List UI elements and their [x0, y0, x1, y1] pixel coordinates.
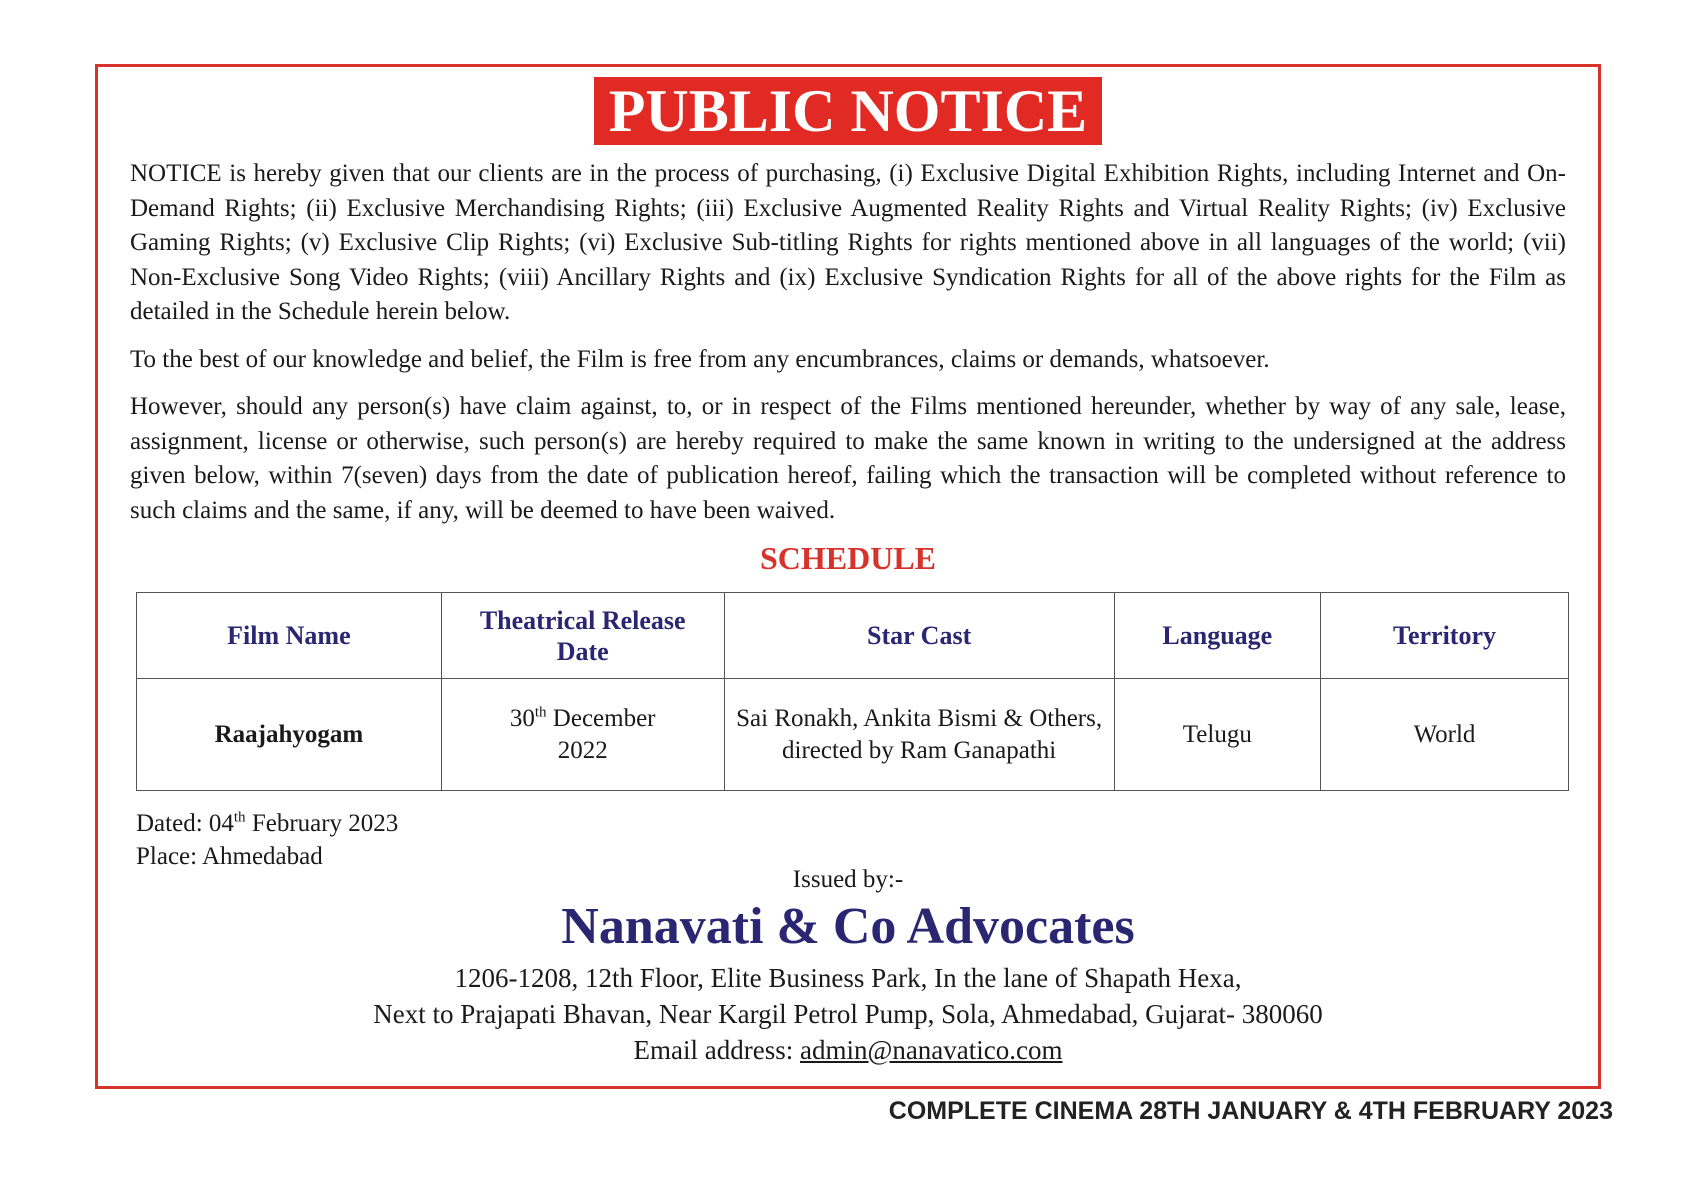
publication-footer: COMPLETE CINEMA 28TH JANUARY & 4TH FEBRUARY 2023: [888, 1097, 1613, 1125]
title-container: [98, 77, 1598, 145]
schedule-table: [136, 592, 1569, 791]
paragraph-rights: NOTICE is hereby given that our clients are in the process of purchasing, (i) Exclusive Digital Exhibition Rights, including Internet and On-Demand Rights; (ii) Exclusive Merchandising Rights; (iii) Exclusive Augmented Reality Rights and Virtual Reality Rights; (iv) Exclusive Gaming Rights; (v) Exclusive Clip Rights; (vi) Exclusive Sub-titling Rights for rights mentioned above in all languages of the world; (vii) Non-Exclusive Song Video Rights; (viii) Ancillary Rights and (ix) Exclusive Syndication Rights for all of the above rights for the Film as detailed in the Schedule herein below.: [130, 160, 1566, 325]
header-release-date: [441, 593, 724, 679]
cell-territory: World: [1321, 679, 1569, 791]
cell-film-name: Raajahyogam: [137, 679, 442, 791]
schedule-heading: SCHEDULE: [759, 540, 937, 576]
email-line: [98, 1032, 1598, 1068]
paragraph-encumbrances: To the best of our knowledge and belief, the Film is free from any encumbrances, claims or demands, whatsoever.: [130, 345, 1270, 373]
firm-name: Nanavati & Co Advocates: [561, 898, 1135, 955]
table-header-row: [137, 593, 1569, 679]
cell-release-date: [441, 679, 724, 791]
address-line-2: Next to Prajapati Bhavan, Near Kargil Petrol Pump, Sola, Ahmedabad, Gujarat- 380060: [373, 999, 1323, 1029]
dated-line: [136, 807, 398, 840]
notice-border: [95, 64, 1601, 1089]
address-line-1: 1206-1208, 12th Floor, Elite Business Park, In the lane of Shapath Hexa,: [454, 963, 1242, 993]
cell-star-cast: Sai Ronakh, Ankita Bismi & Others, directed by Ram Ganapathi: [724, 679, 1114, 791]
dated-month-year: February 2023: [251, 810, 399, 837]
release-day-suffix: th: [534, 704, 547, 721]
release-day: 30: [509, 704, 535, 732]
email-label: Email address:: [633, 1035, 794, 1065]
table-row: [137, 679, 1569, 791]
header-release-date-line1: Theatrical Release: [479, 605, 686, 635]
paragraph-claims: However, should any person(s) have claim against, to, or in respect of the Films mentioned hereunder, whether by way of any sale, lease, assignment, license or otherwise, such person(s) are hereby required to make the same known in writing to the undersigned at the address given below, within 7(seven) days from the date of publication hereof, failing which the transaction will be completed without reference to such claims and the same, if any, will be deemed to have been waived.: [130, 393, 1566, 524]
header-star-cast: Star Cast: [724, 593, 1114, 679]
dated-day: 04: [208, 810, 234, 837]
firm-address: [98, 960, 1598, 1068]
place-line: Place: Ahmedabad: [136, 843, 323, 870]
dated-label: Dated:: [136, 810, 203, 837]
header-release-date-line2: Date: [556, 636, 609, 666]
header-film-name: Film Name: [137, 593, 442, 679]
header-territory: Territory: [1321, 593, 1569, 679]
release-year: 2022: [557, 736, 608, 764]
notice-body: [130, 157, 1566, 541]
issued-by: Issued by:-: [792, 866, 904, 893]
release-month: December: [552, 704, 656, 732]
dated-day-suffix: th: [233, 809, 246, 826]
cell-language: Telugu: [1114, 679, 1320, 791]
notice-title: PUBLIC NOTICE: [594, 77, 1102, 145]
header-language: Language: [1114, 593, 1320, 679]
email-link[interactable]: admin@nanavatico.com: [799, 1035, 1063, 1065]
